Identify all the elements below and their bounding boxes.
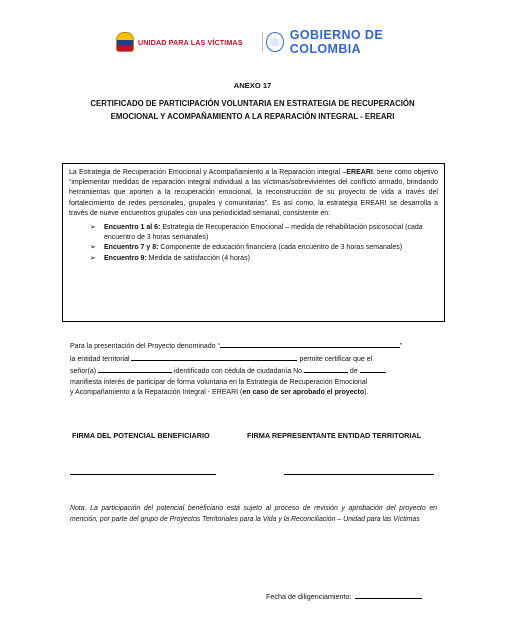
para-text-3-mid: identificado con cédula de ciudadanía No. <box>173 368 304 376</box>
header-logos <box>116 30 456 54</box>
date-input-line[interactable] <box>355 592 422 599</box>
intro-text-bold: EREARI <box>346 169 373 176</box>
coat-of-arms-icon <box>116 32 134 52</box>
gobierno-colombia-logo-text: GOBIERNO DE COLOMBIA <box>289 28 384 56</box>
encounter-text: Medida de satisfacción (4 horas) <box>146 254 250 262</box>
para-text-1-end: ” <box>399 343 403 350</box>
document-title <box>70 98 435 123</box>
para-text-5-end: ). <box>364 389 369 397</box>
id-place-field[interactable] <box>360 365 386 373</box>
intro-text-a: La Estrategia de Recuperación Emocional y Acompañamiento a la Reparación integral – <box>69 169 347 176</box>
arrow-bullet-icon: ➢ <box>90 254 96 262</box>
date-label: Fecha de diligenciamiento: <box>266 592 352 601</box>
arrow-bullet-icon: ➢ <box>90 244 96 252</box>
arrow-bullet-icon: ➢ <box>90 224 96 232</box>
person-name-field[interactable] <box>98 365 172 373</box>
encounter-label: Encuentro 1 al 6: <box>104 224 161 232</box>
representative-signature-label: FIRMA REPRESENTANTE ENTIDAD TERRITORIAL <box>247 431 422 440</box>
beneficiary-signature-label: FIRMA DEL POTENCIAL BENEFICIARIO <box>72 431 210 440</box>
document-title-line1: CERTIFICADO DE PARTICIPACIÓN VOLUNTARIA EN ESTRATEGIA DE RECUPERACIÓN <box>90 99 415 108</box>
strategy-description-box <box>62 163 445 322</box>
project-name-field[interactable] <box>220 340 403 350</box>
annex-number: ANEXO 17 <box>233 81 272 90</box>
encounter-text: Estrategia de Recuperación Emocional – medida de rehabilitación psicosocial (cada encuentro de 3 horas semanales) <box>104 224 423 242</box>
representative-signature-line[interactable] <box>284 474 434 475</box>
encounter-text: Componente de educación financiera (cada encuentro de 3 horas semanales) <box>158 244 403 252</box>
id-number-field[interactable] <box>304 365 348 373</box>
beneficiary-signature-line[interactable] <box>70 474 216 475</box>
territorial-entity-field[interactable] <box>131 353 297 361</box>
document-title-line2: EMOCIONAL Y ACOMPAÑAMIENTO A LA REPARACIÓN INTEGRAL - EREARI <box>110 111 395 121</box>
encounter-label: Encuentro 7 y 8: <box>104 244 159 252</box>
strategy-intro <box>69 168 438 219</box>
para-text-5-bold: en caso de ser aprobado el proyecto <box>242 389 365 397</box>
gobierno-colombia-logo <box>266 28 456 56</box>
approval-note: Nota. La participación del potencial beneficiario está sujeto al proceso de revisión y aprobación del proyecto en mención, por parte del grupo de Proyectos Territoriales para la Vida y la Reconciliación – Unidad para las Víctimas <box>70 505 437 523</box>
para-text-5: y Acompañamiento a la Reparación Integral - EREARI ( <box>70 389 243 397</box>
para-text-1: Para la presentación del Proyecto denominado “ <box>70 343 220 350</box>
logo-divider <box>262 32 263 52</box>
certification-paragraph <box>70 340 437 399</box>
unidad-victimas-logo-text: UNIDAD PARA LAS VÍCTIMAS <box>138 37 243 47</box>
para-text-4: manifiesta interés de participar de forma voluntaria en la Estrategia de Recuperación Emocional <box>70 378 368 386</box>
list-item <box>90 254 438 264</box>
list-item <box>90 243 438 253</box>
date-field <box>266 592 422 601</box>
encounter-list <box>69 223 438 264</box>
para-text-2: la entidad territorial <box>70 355 130 363</box>
para-text-3: señor(a) <box>70 368 97 376</box>
para-text-3-end: de <box>349 368 358 376</box>
unidad-victimas-logo <box>116 30 243 54</box>
list-item <box>90 223 438 243</box>
para-text-2-end: permite certificar que el <box>299 355 373 363</box>
national-seal-icon <box>266 32 284 52</box>
encounter-label: Encuentro 9: <box>104 254 147 262</box>
intro-text-c: , tiene como objetivo “implementar medidas de reparación integral individual a las víctimas/sobrevivientes del conflicto armado, brindando herramientas que aporten a la recuperación emocional, la reconstrucción de su proyecto de vida a través del fortalecimiento de redes personales, grupales y comunitarias”. Es así como, la estrategia EREARI se desarrolla a través de nueve encuentros grupales con una periodicidad semanal, consistente en: <box>69 169 438 217</box>
